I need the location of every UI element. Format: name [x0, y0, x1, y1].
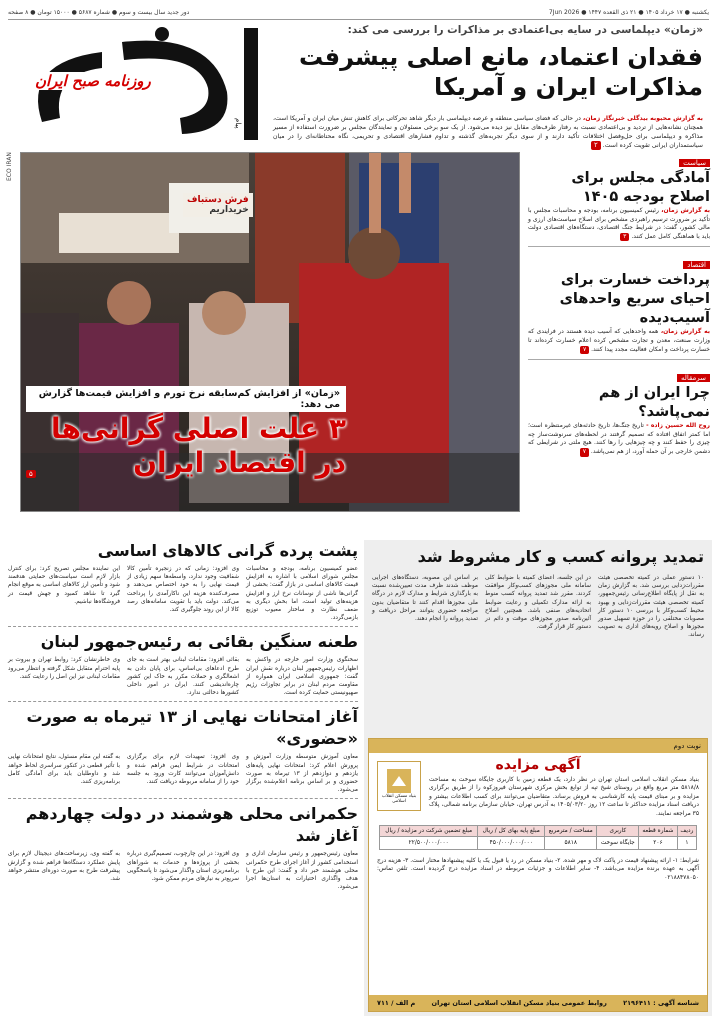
lead-headline-line1: فقدان اعتماد، مانع اصلی پیشرفت — [299, 43, 703, 71]
ad-th: ردیف — [677, 826, 696, 837]
logo-word — [116, 78, 118, 79]
local-col-3: به گفته وی، زیرساخت‌های دیجیتال لازم برای پایش عملکرد دستگاه‌ها فراهم شده و گزارش پیشرفت طرح به صورت دوره‌ای منتشر خواهد شد. — [8, 851, 120, 883]
ad-td: ۲۲/۵۰۰/۰۰۰/۰۰۰ — [380, 837, 478, 850]
divider — [528, 359, 710, 360]
divider — [8, 626, 358, 627]
sidebar-briefs — [528, 150, 710, 512]
brief-body — [528, 422, 710, 456]
brief-item[interactable] — [528, 365, 710, 456]
lead-page-badge[interactable]: ۲ — [591, 141, 601, 150]
brief-body — [528, 328, 710, 354]
lead-headline[interactable] — [273, 42, 703, 102]
issue-line: دور جدید سال بیست و سوم ● شماره ۵۶۸۷ ● ۱۵۰۰۰ تومان ● ۸ صفحه — [8, 9, 190, 16]
lead-text: در حالی که فضای سیاسی منطقه و عرصه دیپلماسی بار دیگر شاهد تحرکاتی برای کاهش تنش میان ایران و آمریکا است، همچنان نشانه‌هایی از تردید و بی‌اعتمادی نسبت به رفتار طرف‌های مقابل نیز دیده می‌شود. از یک سو برخی مسئولان و نمایندگان مجلس بر ضرورت استفاده از مسیر مذاکره و دیپلماسی برای حل‌وفصل اختلافات تأکید دارند و از سوی دیگر تجربه‌های گذشته و تداوم فشارهای اقتصادی و تحریمی، نگاه محتاطانه‌ای را در میان سیاستمداران ایرانی تقویت کرده است. — [273, 115, 703, 149]
brief-item[interactable] — [528, 150, 710, 241]
ad-ref: م الف / ۷۱۱ — [377, 999, 416, 1007]
date-line: یکشنبه ● ۱۷ خرداد ۱۴۰۵ ● ۲۱ ذی القعده ۱۴۴۷ ● 7Jun 2026 — [548, 9, 709, 16]
brief-headline: چرا ایران از هم نمی‌پاشد؟ — [598, 385, 710, 421]
brief-section-tag: سرمقاله — [677, 374, 710, 382]
lebanon-col-2: بقائی افزود: مقامات لبنانی بهتر است به جای طرح ادعاهای بی‌اساس، برای پایان دادن به اشغالگری و حملات مکرر به خاک این کشور چاره‌اندیشی کنند. ایران در امور داخلی کشورها دخالتی ندارد. — [127, 657, 239, 697]
lead-kicker: «زمان» دیپلماسی در سایه بی‌اعتمادی بر مذاکرات را بررسی می کند: — [347, 24, 703, 36]
goods-col-3: این نماینده مجلس تصریح کرد: برای کنترل بازار لازم است سیاست‌های حمایتی هدفمند شود و تأمین ارز کالاهای اساسی به موقع انجام گیرد تا شاهد کمبود و جهش قیمت در فروشگاه‌ها نباشیم. — [8, 566, 120, 605]
brief-body — [528, 207, 710, 241]
brief-text: رئیس کمیسیون برنامه، بودجه و محاسبات مجلس با تأکید بر ضرورت ترسیم راهبردی مشخص برای اصلاح سیاست‌های ارزی و مالی کشور، گفت: در شرایط جنگ اقتصادی، دستگاه‌های اقتصادی دولت باید با هماهنگی کامل عمل کنند. — [528, 207, 710, 240]
ad-table — [379, 825, 697, 850]
brief-section-tag: اقتصاد — [683, 261, 710, 269]
divider — [8, 701, 358, 702]
housing-foundation-logo — [377, 761, 421, 811]
exams-col-1: معاون آموزش متوسطه وزارت آموزش و پرورش اعلام کرد: امتحانات نهایی پایه‌های یازدهم و دوازدهم از ۱۳ تیرماه به صورت حضوری و بر اساس برنامه اعلام‌شده برگزار می‌شود. — [246, 754, 358, 794]
ad-title: آگهی مزایده — [495, 757, 581, 773]
brief-section-tag: سیاست — [679, 159, 710, 167]
ad-td: ۵۸۱۸ — [545, 837, 597, 850]
foundation-emblem-icon — [386, 768, 412, 794]
shop-sign-line1: فرش دستباف — [187, 195, 249, 205]
exams-col-3: به گفته این مقام مسئول، نتایج امتحانات نهایی با تأثیر قطعی در کنکور سراسری لحاظ خواهد شد و داوطلبان باید برای آمادگی کامل برنامه‌ریزی کنند. — [8, 754, 120, 786]
ad-td: ۲۰۶ — [639, 837, 678, 850]
brief-page-badge[interactable]: ۷ — [580, 448, 589, 457]
brief-byline: روح الله حسین زاده - — [646, 422, 710, 430]
brief-page-badge[interactable]: ۳ — [620, 233, 629, 242]
local-col-2: وی افزود: در این چارچوب، تصمیم‌گیری درباره بخشی از پروژه‌ها و خدمات به شوراهای برنامه‌ریزی استان واگذار می‌شود تا پاسخگویی سریع‌تر به نیازهای مردم ممکن شود. — [127, 851, 239, 883]
ad-id: شناسه آگهی : ۲۱۹۶۴۱۱ — [623, 999, 699, 1007]
ad-footer — [369, 995, 707, 1011]
shop-sign-line2: خریداریم — [209, 205, 249, 215]
story-goods[interactable] — [8, 540, 358, 622]
ad-body-2: شرایط: ۱- ارائه پیشنهاد قیمت در پاکت لاک و مهر شده. ۲- بنیاد مسکن در رد یا قبول یک یا کلیه پیشنهادها مختار است. ۳- هزینه درج آگهی به عهده برنده مزایده می‌باشد. ۴- سایر اطلاعات و جزئیات مربوطه در اسناد مزایده درج گردیده است. تلفن تماس: ۰۲۱۸۸۴۷۸۰۵۰ — [377, 858, 699, 881]
local-headline: حکمرانی محلی هوشمند در دولت چهاردهم آغاز شد — [25, 804, 358, 846]
photo-headline-line1: ۳ علت اصلی گرانی‌ها — [50, 412, 346, 445]
ad-th: کاربری — [597, 826, 639, 837]
brief-byline: به گزارش زمان، — [661, 207, 710, 214]
brief-text: تاریخ جنگ‌ها، تاریخ حادثه‌های غیرمنتظره است؛ اما کمتر اتفاق افتاده که تصمیم گرفتند در لحظه‌های سرنوشت‌ساز چه چیزی را حفظ کنند و چه چیزهایی را رها کنند. هیچ ملتی در شرایطی که دشمن خارجی بر آن حمله آورد، از هم نمی‌پاشد. — [528, 422, 710, 455]
lead-headline-line2: مذاکرات ایران و آمریکا — [433, 73, 703, 101]
lebanon-col-3: وی خاطرنشان کرد: روابط تهران و بیروت بر پایه احترام متقابل شکل گرفته و انتظار می‌رود مقامات لبنانی نیز این اصل را رعایت کنند. — [8, 657, 120, 680]
goods-col-2: وی افزود: زمانی که در زنجیره تأمین کالا شفافیت وجود ندارد، واسطه‌ها سهم زیادی از قیمت نهایی را به خود اختصاص می‌دهند و مصرف‌کننده هزینه این ناکارآمدی را پرداخت می‌کند. دولت باید با تقویت سامانه‌های رصد کالا از این روند جلوگیری کند. — [127, 566, 239, 614]
photo-page-badge[interactable]: ۵ — [26, 470, 36, 478]
table-row — [380, 837, 697, 850]
ad-th: مبلغ پایه بهای کل / ریال — [478, 826, 545, 837]
brief-byline: به گزارش زمان، — [660, 328, 710, 336]
photo-headline-line2: در اقتصاد ایران — [133, 446, 346, 479]
divider — [528, 246, 710, 247]
ad-td: جایگاه سوخت — [597, 837, 639, 850]
ad-td: ۱ — [677, 837, 696, 850]
lebanon-headline: طعنه سنگین بقائی به رئیس‌جمهور لبنان — [40, 632, 358, 652]
goods-col-1: عضو کمیسیون برنامه، بودجه و محاسبات مجلس شورای اسلامی با اشاره به افزایش قیمت کالاهای اساسی در بازار گفت: بخشی از گرانی‌ها ناشی از نوسانات نرخ ارز و افزایش هزینه‌های تولید است، اما بخش دیگری به ضعف نظارت و ساختار معیوب توزیع بازمی‌گردد. — [246, 566, 358, 622]
permit-headline[interactable]: تمدید پروانه کسب و کار مشروط شد — [417, 547, 704, 566]
ad-th: مبلغ تضمین شرکت در مزایده / ریال — [380, 826, 478, 837]
ad-body-1: بنیاد مسکن انقلاب اسلامی استان تهران در نظر دارد، یک قطعه زمین با کاربری جایگاه سوخت به مساحت ۵۸۱۸/۸ متر مربع واقع در روستای شیخ تپه از توابع بخش مرکزی شهرستان فیروزکوه را از طریق برگزاری مزایده و بر مبنای قیمت پایه کارشناسی به فروش برساند. متقاضیان می‌توانند برای کسب اطلاعات بیشتر و دریافت اسناد مزایده حداکثر تا ساعت ۱۲ روز ۱۴۰۵/۰۳/۲۰ به آدرس تهران، خیابان سازمان برنامه شمالی، پلاک ۳۵ مراجعه نمایند. — [429, 777, 699, 817]
brief-text: همه واحدهایی که آسیب دیده هستند در فرایندی که وزارت صنعت، معدن و تجارت مشخص کرده اعلام خسارت کرده‌اند تا خسارت پرداخت و امکان فعالیت مجدد پیدا کنند. — [528, 328, 710, 353]
ad-table-header — [380, 826, 697, 837]
ad-td: ۴۵۰/۰۰۰/۰۰۰/۰۰۰ — [478, 837, 545, 850]
divider — [8, 798, 358, 799]
brief-page-badge[interactable]: ۷ — [580, 346, 589, 355]
ad-th: شماره قطعه — [639, 826, 678, 837]
ad-publisher: روابط عمومی بنیاد مسکن انقلاب اسلامی استان تهران — [431, 999, 607, 1007]
exams-headline: آغاز امتحانات نهایی از ۱۳ تیرماه به صورت «حضوری» — [26, 707, 358, 749]
news-column — [8, 540, 358, 891]
shop-sign — [183, 193, 253, 217]
brief-item[interactable] — [528, 252, 710, 354]
photo-headline-block[interactable] — [26, 386, 346, 480]
story-local[interactable] — [8, 803, 358, 891]
auction-ad[interactable] — [368, 738, 708, 1012]
story-exams[interactable] — [8, 706, 358, 794]
exams-col-2: وی افزود: تمهیدات لازم برای برگزاری امتحانات در شرایط ایمن فراهم شده و دانش‌آموزان می‌توانند کارت ورود به جلسه خود را از سامانه مربوطه دریافت کنند. — [127, 754, 239, 786]
brief-headline: پرداخت خسارت برای احیای سریع واحدهای آسیب‌دیده — [559, 272, 710, 327]
permit-col-2: در این جلسه، اعضای کمیته با ضوابط کلی سامانه ملی مجوزهای کسب‌وکار موافقت کردند. مقرر شد تمدید پروانه کسب منوط به ارائه مدارک تکمیلی و رعایت ضوابط اتحادیه‌های صنفی باشد. همچنین اصلاح آئین‌نامه صدور مجوزهای موقت و دائم در دستور کار قرار گرفت. — [485, 575, 591, 631]
lead-body — [273, 114, 703, 150]
photo-kicker: «زمان» از افزایش کم‌سابقه نرخ تورم و افزایش قیمت‌ها گزارش می دهد: — [26, 386, 346, 412]
story-lebanon[interactable] — [8, 631, 358, 697]
ad-th: مساحت / مترمربع — [545, 826, 597, 837]
logo-prefix: پیام — [234, 118, 242, 129]
ad-tag: نوبت دوم — [673, 742, 701, 750]
masthead-logo[interactable] — [12, 22, 262, 146]
top-info-bar — [8, 6, 709, 20]
brief-headline: آمادگی مجلس برای اصلاح بودجه ۱۴۰۵ — [571, 170, 710, 205]
lead-byline: به گزارش محبوبه بیدگلی خبرنگار زمان، — [582, 115, 703, 122]
local-col-1: معاون رئیس‌جمهور و رئیس سازمان اداری و استخدامی کشور از آغاز اجرای طرح حکمرانی محلی هوشمند خبر داد و گفت: این طرح با هدف واگذاری اختیارات به استان‌ها اجرا می‌شود. — [246, 851, 358, 891]
logo-subtitle: روزنامه صبح ایران — [32, 72, 154, 90]
permit-col-1: ۱۰ دستور عملی در کمیته تخصصی هیئت مقررات‌زدایی بررسی شد. به گزارش زمان به نقل از پایگاه اطلاع‌رسانی رئیس‌جمهور، کمیته تخصصی هیئت مقررات‌زدایی و بهبود محیط کسب‌وکار با بررسی ۱۰ دستور کار مصوبات مختلفی را در حوزه تسهیل صدور مجوزها و اصلاح رویه‌های اداری به تصویب رساند. — [598, 575, 704, 639]
logo-caption: بنیاد مسکن انقلاب اسلامی — [381, 794, 417, 804]
goods-headline: پشت پرده گرانی کالاهای اساسی — [97, 541, 358, 560]
eco-iran-label: ECO IRAN — [6, 152, 13, 181]
ad-header-bar — [369, 739, 707, 753]
permit-col-3: بر اساس این مصوبه، دستگاه‌های اجرایی موظف شدند ظرف مدت تعیین‌شده نسبت به بارگذاری شرایط و مدارک لازم در درگاه ملی مجوزها اقدام کنند تا متقاضیان بدون مراجعه حضوری بتوانند مراحل دریافت و تمدید پروانه را انجام دهند. — [372, 575, 478, 623]
lebanon-col-1: سخنگوی وزارت امور خارجه در واکنش به اظهارات رئیس‌جمهور لبنان درباره نقش ایران گفت: جمهوری اسلامی ایران همواره از مقاومت مردم لبنان در برابر تجاوزات رژیم صهیونیستی حمایت کرده است. — [246, 657, 358, 697]
